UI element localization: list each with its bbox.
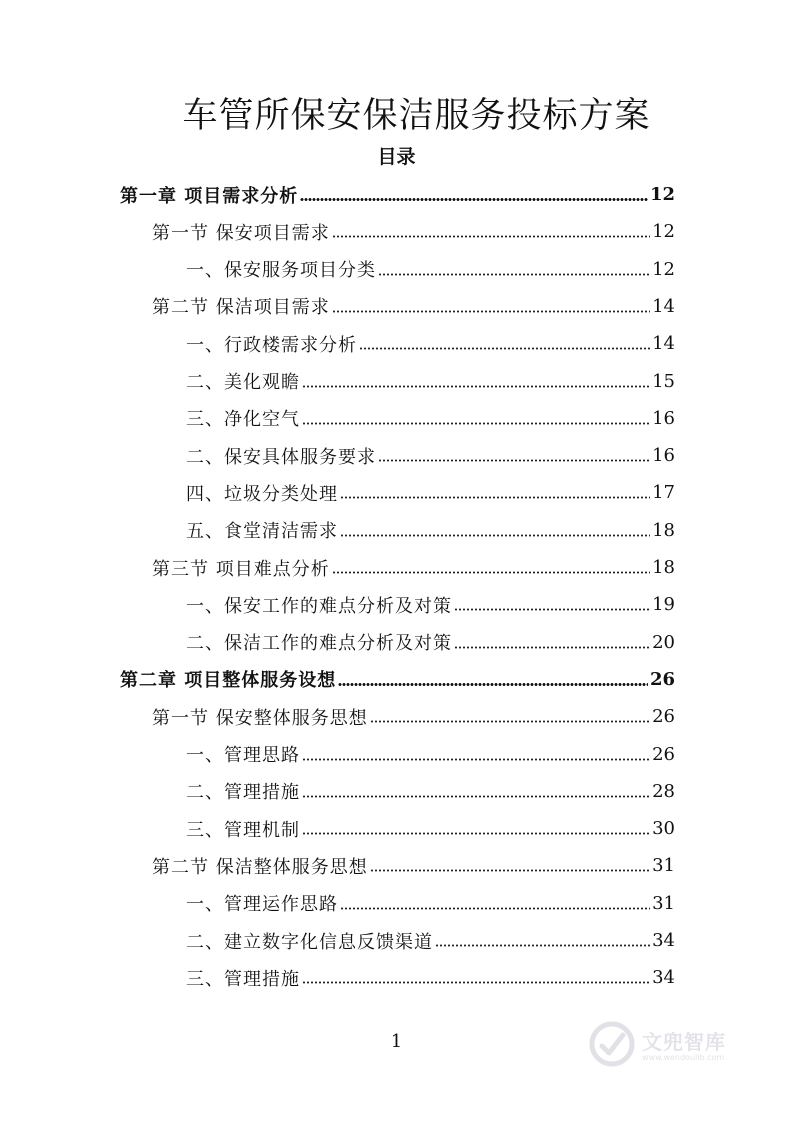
toc-entry-page: 12 [649,184,675,205]
toc-entry[interactable] [186,474,675,511]
toc-dot-leader [332,310,650,313]
watermark-url: www.wendoulib.com [642,1053,725,1062]
toc-entry-title: 第三节 项目难点分析 [152,558,330,580]
toc-entry-page: 16 [652,445,675,467]
toc-entry-page: 28 [652,780,675,802]
toc-entry-title: 二、美化观瞻 [186,372,300,393]
toc-dot-leader [300,198,648,201]
toc-entry[interactable] [186,810,675,847]
toc-dot-leader [378,273,650,276]
toc-entry[interactable] [120,176,675,213]
toc-dot-leader [370,720,650,723]
toc-entry[interactable] [186,959,675,996]
toc-entry-page: 19 [652,594,675,616]
toc-entry-page: 26 [652,743,675,765]
toc-entry[interactable] [120,661,675,698]
toc-dot-leader [302,758,650,761]
watermark-name: 文兜智库 [642,1030,726,1054]
toc-entry[interactable] [186,251,675,288]
toc-entry-page: 12 [652,221,675,243]
toc-dot-leader [302,832,650,835]
toc-entry[interactable] [152,213,675,250]
toc-entry[interactable] [186,325,675,362]
toc-entry-page: 34 [652,930,675,951]
toc-entry-title: 一、管理运作思路 [186,894,338,916]
toc-dot-leader [338,683,648,686]
toc-entry-page: 18 [652,519,675,541]
page-number: 1 [390,1031,403,1052]
toc-dot-leader [454,646,650,649]
toc-entry-page: 15 [652,370,675,392]
toc-entry-title: 二、管理措施 [186,782,300,804]
toc-dot-leader [302,422,650,425]
toc-entry[interactable] [152,549,675,586]
toc-entry-title: 一、保安工作的难点分析及对策 [186,595,452,617]
toc-entry-page: 17 [652,482,675,504]
toc-entry[interactable] [186,586,675,623]
toc-entry-page: 12 [652,258,675,280]
toc-dot-leader [359,347,650,350]
toc-entry-title: 一、保安服务项目分类 [186,260,376,282]
watermark [588,1016,758,1072]
toc-entry[interactable] [186,400,675,437]
toc-entry-title: 第一章 项目需求分析 [120,185,299,207]
toc-entry[interactable] [186,922,675,959]
toc-entry-title: 二、保安具体服务要求 [186,446,376,468]
toc-entry[interactable] [152,288,675,325]
toc-entry[interactable] [152,847,675,884]
toc-heading: 目录 [377,146,416,168]
toc-entry-title: 三、净化空气 [186,409,300,431]
toc-entry-page: 26 [649,668,675,690]
toc-entry[interactable] [186,363,675,400]
toc-entry[interactable] [186,437,675,474]
toc-dot-leader [340,907,650,910]
wendou-logo-icon [588,1020,636,1068]
toc-entry-title: 三、管理措施 [186,968,300,990]
toc-entry-page: 26 [652,706,675,728]
toc-entry[interactable] [186,773,675,810]
toc-entry-title: 五、食堂清洁需求 [186,521,338,543]
toc-dot-leader [370,869,650,872]
toc-dot-leader [302,795,650,798]
toc-dot-leader [302,981,650,984]
toc-entry-page: 14 [652,295,675,317]
toc-dot-leader [435,944,650,947]
toc-entry-title: 二、建立数字化信息反馈渠道 [186,931,433,953]
toc-entry[interactable] [186,885,675,922]
document-title: 车管所保安保洁服务投标方案 [182,96,651,136]
toc-entry-page: 16 [652,407,675,429]
toc-entry-title: 四、垃圾分类处理 [186,483,338,505]
toc-entry[interactable] [186,512,675,549]
toc-entry-title: 第二节 保洁整体服务思想 [152,856,368,878]
toc-dot-leader [302,385,650,388]
toc-entry[interactable] [186,736,675,773]
toc-entry-title: 一、行政楼需求分析 [186,334,357,356]
toc-entry-title: 第一节 保安整体服务思想 [152,707,368,729]
toc-entry-title: 第二节 保洁项目需求 [152,297,330,319]
toc-entry-page: 14 [652,333,675,355]
toc-dot-leader [332,571,650,574]
toc-entry-page: 34 [652,967,675,989]
toc-dot-leader [340,496,650,499]
toc-dot-leader [340,534,650,537]
toc-entry-title: 三、管理机制 [186,819,300,841]
toc-entry-title: 一、管理思路 [186,745,300,766]
toc-dot-leader [378,459,650,462]
toc-entry-title: 第二章 项目整体服务设想 [120,670,337,692]
toc-entry-title: 第一节 保安项目需求 [152,222,330,244]
toc-entry[interactable] [186,624,675,661]
toc-entry-page: 31 [652,855,675,877]
toc-dot-leader [454,608,650,611]
toc-entry-page: 31 [652,892,675,914]
toc-entry-page: 18 [652,557,675,578]
toc-entry[interactable] [152,698,675,735]
toc-entry-page: 20 [652,631,675,653]
toc-entry-page: 30 [652,818,675,840]
toc-dot-leader [332,235,650,238]
toc-entry-title: 二、保洁工作的难点分析及对策 [186,633,452,655]
